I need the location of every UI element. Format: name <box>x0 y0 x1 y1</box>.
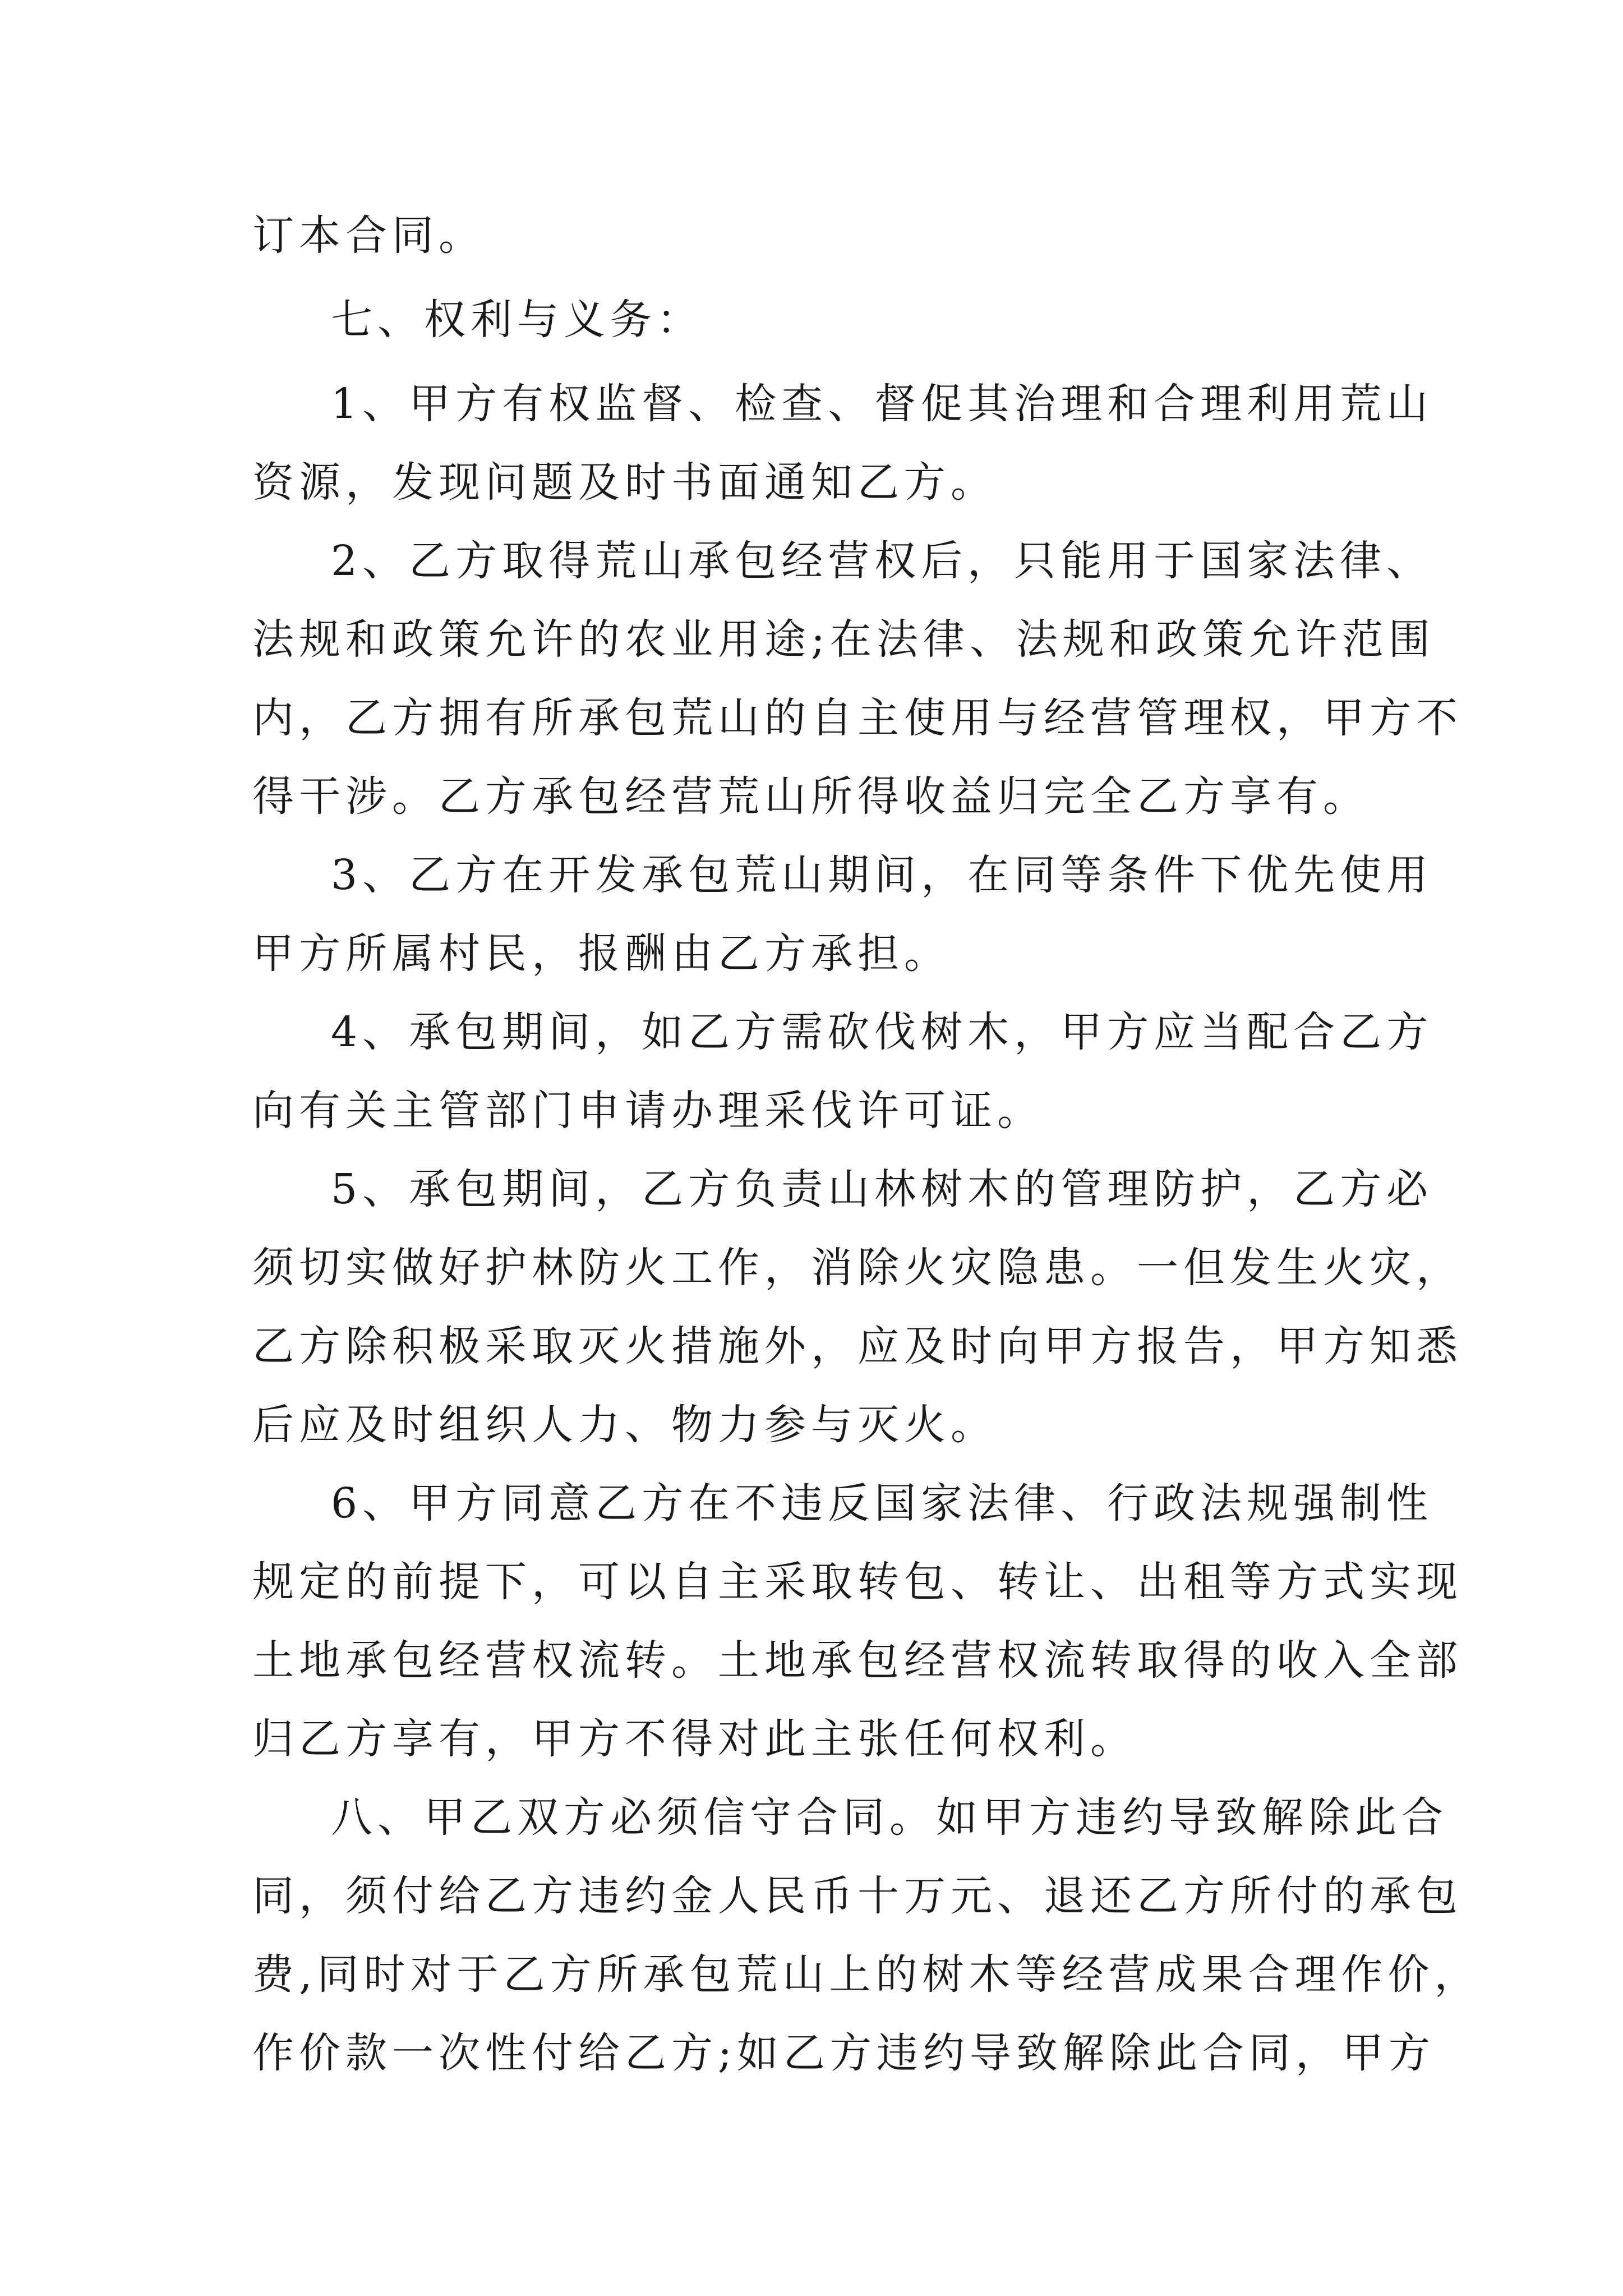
text-line: 4、承包期间，如乙方需砍伐树木，甲方应当配合乙方 <box>331 1008 1433 1056</box>
section-heading: 七、权利与义务： <box>331 296 703 344</box>
text-line: 得干涉。乙方承包经营荒山所得收益归完全乙方享有。 <box>252 772 1370 821</box>
text-line: 资源，发现问题及时书面通知乙方。 <box>252 458 997 507</box>
text-line: 内，乙方拥有所承包荒山的自主使用与经营管理权，甲方不 <box>252 694 1463 742</box>
text-line: 2、乙方取得荒山承包经营权后，只能用于国家法律、 <box>331 537 1433 585</box>
text-line: 订本合同。 <box>252 211 485 260</box>
text-line: 向有关主管部门申请办理采伐许可证。 <box>252 1087 1044 1135</box>
text-line: 须切实做好护林防火工作，消除火灾隐患。一但发生火灾， <box>252 1244 1463 1292</box>
text-line: 八、甲乙双方必须信守合同。如甲方违约导致解除此合 <box>331 1793 1448 1842</box>
text-line: 6、甲方同意乙方在不违反国家法律、行政法规强制性 <box>331 1479 1433 1527</box>
text-line: 归乙方享有，甲方不得对此主张任何权利。 <box>252 1715 1137 1763</box>
text-line: 甲方所属村民，报酬由乙方承担。 <box>252 930 951 978</box>
text-line: 乙方除积极采取灭火措施外，应及时向甲方报告，甲方知悉 <box>252 1322 1463 1370</box>
text-line: 1、甲方有权监督、检查、督促其治理和合理利用荒山 <box>331 380 1433 428</box>
text-line: 规定的前提下，可以自主采取转包、转让、出租等方式实现 <box>252 1558 1463 1606</box>
text-line: 后应及时组织人力、物力参与灭火。 <box>252 1401 997 1449</box>
text-line: 法规和政策允许的农业用途;在法律、法规和政策允许范围 <box>252 615 1435 664</box>
text-line: 同，须付给乙方违约金人民币十万元、退还乙方所付的承包 <box>252 1872 1463 1920</box>
text-line: 费,同时对于乙方所承包荒山上的树木等经营成果合理作价， <box>252 1950 1481 1999</box>
text-line: 土地承包经营权流转。土地承包经营权流转取得的收入全部 <box>252 1636 1463 1685</box>
text-line: 3、乙方在开发承包荒山期间，在同等条件下优先使用 <box>331 851 1433 899</box>
text-line: 作价款一次性付给乙方;如乙方违约导致解除此合同，甲方 <box>252 2029 1435 2077</box>
text-line: 5、承包期间，乙方负责山林树木的管理防护，乙方必 <box>331 1165 1433 1213</box>
